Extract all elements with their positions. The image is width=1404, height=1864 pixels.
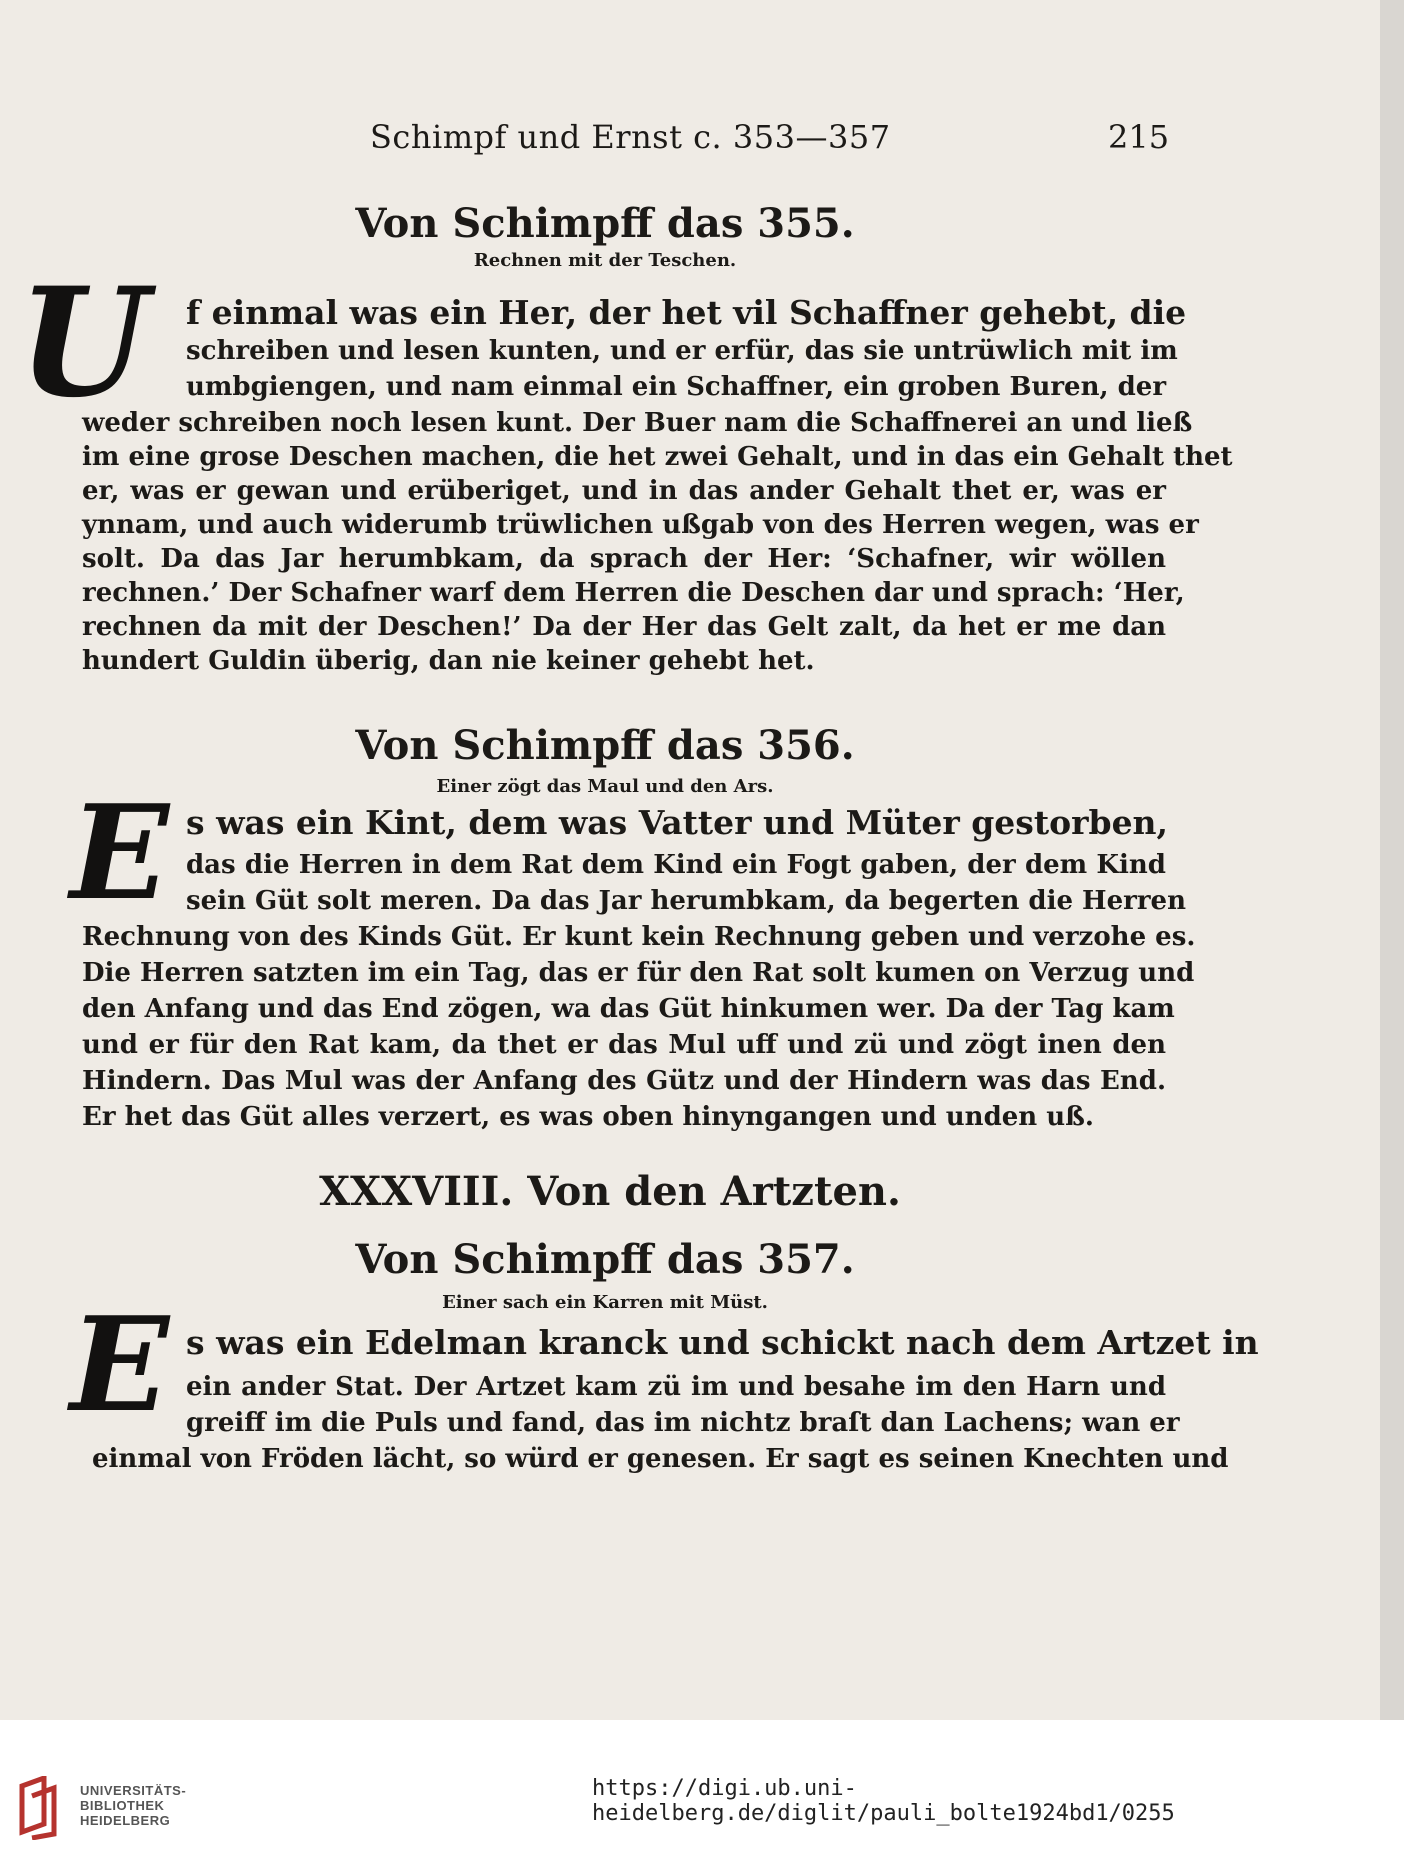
- section-title-357: Von Schimpff das 357.: [355, 1236, 855, 1283]
- library-logo-icon: [14, 1776, 70, 1840]
- text-line: greiff im die Puls und fand, das im nichtz braſt dan Lachens; wan er: [186, 1408, 1180, 1438]
- section-subtitle-357: Einer sach ein Karren mit Müst.: [442, 1292, 768, 1313]
- section-title-355: Von Schimpff das 355.: [355, 200, 855, 247]
- page-number: 215: [1108, 118, 1170, 156]
- library-name: [80, 1783, 186, 1828]
- text-line: rechnen da mit der Deschen!’ Da der Her das Gelt zalt, da het er me dan: [82, 612, 1166, 642]
- scan-edge: [1380, 0, 1404, 1720]
- source-url-link[interactable]: https://digi.ub.uni-heidelberg.de/diglit/pauli_bolte1924bd1/0255: [592, 1776, 1175, 1826]
- text-line: den Anfang und das End zögen, wa das Güt hinkumen wer. Da der Tag kam: [82, 994, 1175, 1024]
- section-subtitle-355: Rechnen mit der Teschen.: [473, 250, 737, 271]
- text-line: umbgiengen, und nam einmal ein Schaffner, ein groben Buren, der: [186, 372, 1167, 402]
- section-subtitle-356: Einer zögt das Maul und den Ars.: [436, 776, 774, 797]
- text-line: Rechnung von des Kinds Güt. Er kunt kein Rechnung geben und verzohe es.: [82, 922, 1196, 952]
- text-line: ynnam, und auch widerumb trüwlichen ußgab von des Herren wegen, was er: [82, 510, 1199, 540]
- text-line: rechnen.’ Der Schafner warf dem Herren die Deschen dar und sprach: ‘Her,: [82, 578, 1185, 608]
- text-line: er, was er gewan und erüberiget, und in das ander Gehalt thet er, was er: [82, 476, 1166, 506]
- section-title-356: Von Schimpff das 356.: [355, 722, 855, 769]
- running-head: Schimpf und Ernst c. 353—357: [370, 118, 891, 156]
- text-line: Er het das Güt alles verzert, es was oben hinyngangen und unden uß.: [82, 1102, 1094, 1132]
- library-name-line: HEIDELBERG: [80, 1813, 171, 1828]
- text-line: Die Herren satzten im ein Tag, das er für den Rat solt kumen on Verzug und: [82, 958, 1195, 988]
- text-line: ein ander Stat. Der Artzet kam zü im und besahe im den Harn und: [186, 1372, 1166, 1402]
- text-line: s was ein Kint, dem was Vatter und Müter gestorben,: [186, 803, 1169, 842]
- text-line: einmal von Fröden lächt, so würd er genesen. Er sagt es seinen Knechten und: [92, 1444, 1229, 1474]
- text-line: das die Herren in dem Rat dem Kind ein Fogt gaben, der dem Kind: [186, 850, 1166, 880]
- text-line: weder schreiben noch lesen kunt. Der Buer nam die Schaffnerei an und ließ: [82, 408, 1193, 438]
- text-line: und er für den Rat kam, da thet er das Mul uff und zü und zögt inen den: [82, 1030, 1166, 1060]
- library-name-line: UNIVERSITÄTS-: [80, 1783, 187, 1798]
- text-line: s was ein Edelman kranck und schickt nach dem Artzet in: [186, 1323, 1259, 1362]
- text-line: im eine grose Deschen machen, die het zwei Gehalt, und in das ein Gehalt thet: [82, 442, 1233, 472]
- chapter-heading: XXXVIII. Von den Artzten.: [319, 1168, 901, 1215]
- text-line: solt. Da das Jar herumbkam, da sprach der Her: ‘Schafner, wir wöllen: [82, 544, 1166, 574]
- drop-initial-e: E: [70, 1288, 170, 1441]
- text-line: f einmal was ein Her, der het vil Schaffner gehebt, die: [186, 293, 1187, 332]
- library-name-line: BIBLIOTHEK: [80, 1798, 165, 1813]
- text-line: hundert Guldin überig, dan nie keiner gehebt het.: [82, 646, 815, 676]
- drop-initial-e: E: [70, 776, 170, 929]
- text-line: schreiben und lesen kunten, und er erfür, das sie untrüwlich mit im: [186, 336, 1178, 366]
- text-line: sein Güt solt meren. Da das Jar herumbkam, da begerten die Herren: [186, 886, 1186, 916]
- text-line: Hindern. Das Mul was der Anfang des Gütz und der Hindern was das End.: [82, 1066, 1166, 1096]
- drop-initial-u: U: [18, 255, 149, 431]
